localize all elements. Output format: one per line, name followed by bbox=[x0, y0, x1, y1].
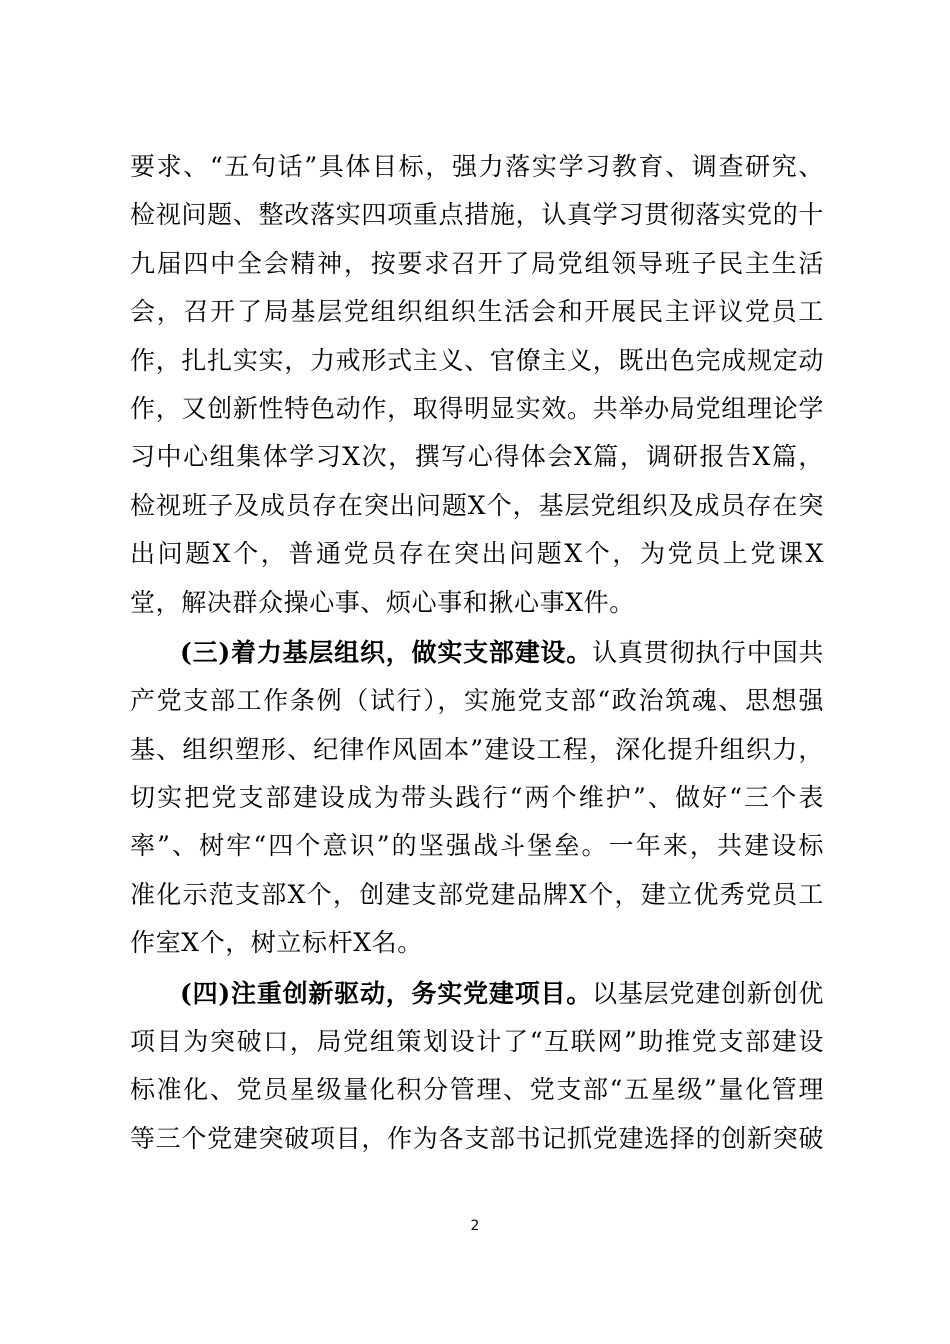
text-line: 作，扎扎实实，力戒形式主义、官僚主义，既出色完成规定动 bbox=[130, 345, 824, 375]
text-line: 检视问题、整改落实四项重点措施，认真学习贯彻落实党的十 bbox=[130, 200, 824, 230]
page-number: 2 bbox=[470, 1218, 480, 1234]
text-line: 出问题X个，普通党员存在突出问题X个，为党员上党课X bbox=[130, 539, 824, 569]
text-line: 准化示范支部X个，创建支部党建品牌X个，建立优秀党员工 bbox=[130, 879, 824, 909]
section-heading-3: (三)着力基层组织，做实支部建设。 bbox=[180, 637, 593, 667]
text-line: 九届四中全会精神，按要求召开了局党组领导班子民主生活 bbox=[130, 248, 824, 278]
text-line: 检视班子及成员存在突出问题X个，基层党组织及成员存在突 bbox=[130, 490, 824, 520]
text-line: 标准化、党员星级量化积分管理、党支部“五星级”量化管理 bbox=[130, 1075, 824, 1105]
paragraph-3 bbox=[130, 970, 824, 1164]
text-span: 以基层党建创新创优 bbox=[592, 978, 824, 1008]
text-line: 要求、“五句话”具体目标，强力落实学习教育、调查研究、 bbox=[130, 152, 824, 181]
text-line: 作室X个，树立标杆X名。 bbox=[130, 928, 423, 958]
text-span: 认真贯彻执行中国共 bbox=[592, 637, 824, 667]
section-heading-4: (四)注重创新驱动，务实党建项目。 bbox=[180, 978, 593, 1008]
text-line: 习中心组集体学习X次，撰写心得体会X篇，调研报告X篇， bbox=[130, 442, 824, 472]
paragraph-1 bbox=[130, 143, 824, 627]
text-line: 产党支部工作条例（试行），实施党支部“政治筑魂、思想强 bbox=[130, 686, 824, 716]
text-line bbox=[130, 629, 824, 677]
paragraph-2 bbox=[130, 629, 824, 968]
text-line: 切实把党支部建设成为带头践行“两个维护”、做好“三个表 bbox=[130, 783, 824, 813]
text-line: 基、组织塑形、纪律作风固本”建设工程，深化提升组织力， bbox=[130, 734, 824, 764]
document-body bbox=[130, 143, 824, 1163]
text-line: 会，召开了局基层党组织组织生活会和开展民主评议党员工 bbox=[130, 297, 824, 327]
text-line: 率”、树牢“四个意识”的坚强战斗堡垒。一年来，共建设标 bbox=[130, 831, 824, 861]
text-line bbox=[130, 970, 824, 1018]
text-line: 等三个党建突破项目，作为各支部书记抓党建选择的创新突破 bbox=[130, 1123, 824, 1153]
text-line: 项目为突破口，局党组策划设计了“互联网”助推党支部建设 bbox=[130, 1027, 824, 1057]
text-line: 作，又创新性特色动作，取得明显实效。共举办局党组理论学 bbox=[130, 393, 824, 423]
text-line: 堂，解决群众操心事、烦心事和揪心事X件。 bbox=[130, 587, 635, 617]
